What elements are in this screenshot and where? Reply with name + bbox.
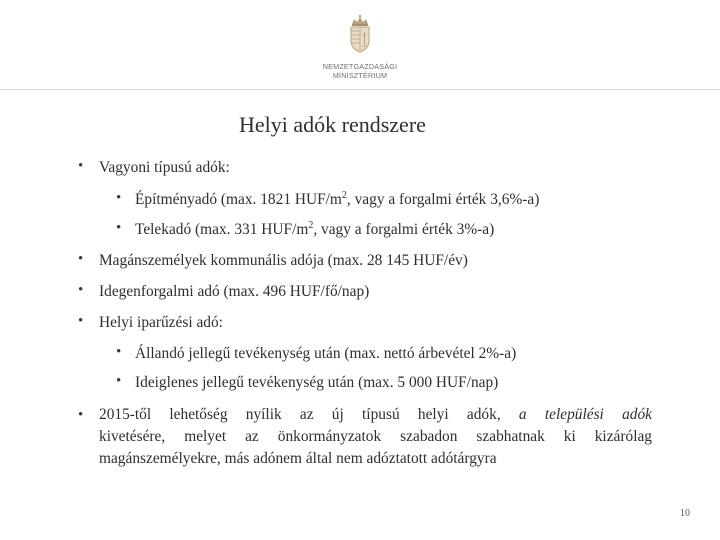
- bullet-allando-jellegu: Állandó jellegű tevékenység után (max. nettó árbevétel 2%-a): [135, 345, 517, 362]
- bullet-idegenforgalmi-ado: Idegenforgalmi adó (max. 496 HUF/fő/nap): [99, 283, 370, 300]
- paragraph-line-1-italic: a települési adók: [518, 406, 652, 423]
- paragraph-line-2: kivetésére, melyet az önkormányzatok szabadon szabhatnak ki kizárólag: [99, 428, 652, 445]
- bullet-kommunalis-ado: Magánszemélyek kommunális adója (max. 28 145 HUF/év): [99, 252, 468, 269]
- bullet-dot: •: [116, 190, 122, 206]
- bullet-epitmenyado-text: Építményadó (max. 1821 HUF/m: [135, 191, 342, 208]
- ministry-name-line1: NEMZETGAZDASÁGI: [322, 62, 398, 71]
- bullet-telepulesi-adok: [99, 404, 652, 470]
- bullet-ideiglenes-jellegu: Ideiglenes jellegű tevékenység után (max. 5 000 HUF/nap): [135, 374, 499, 391]
- bullet-epitmenyado-text-end: , vagy a forgalmi érték 3,6%-a): [346, 191, 540, 208]
- coat-of-arms-icon: [347, 14, 373, 54]
- bullet-iparuzesi-ado: Helyi iparűzési adó:: [99, 314, 223, 331]
- bullet-telekado-text-end: , vagy a forgalmi érték 3%-a): [313, 221, 495, 238]
- bullet-epitmenyado: [135, 190, 539, 210]
- superscript: 2: [341, 190, 347, 201]
- bullet-dot: •: [78, 158, 84, 174]
- bullet-telekado: [135, 220, 494, 240]
- paragraph-line-3: magánszemélyekre, más adónem által nem adóztatott adótárgyra: [99, 450, 497, 467]
- paragraph-line-1-text: 2015-től lehetőség nyílik az új típusú helyi adók,: [99, 406, 519, 423]
- bullet-vagyoni: Vagyoni típusú adók:: [99, 159, 230, 176]
- page-number: 10: [680, 508, 690, 519]
- header-divider: [0, 89, 720, 90]
- bullet-dot: •: [116, 220, 122, 236]
- bullet-dot: •: [116, 344, 122, 360]
- ministry-name-line2: MINISZTÉRIUM: [332, 71, 388, 80]
- ministry-name: [315, 62, 405, 80]
- superscript: 2: [308, 220, 314, 231]
- bullet-telekado-text: Telekadó (max. 331 HUF/m: [135, 221, 309, 238]
- ministry-logo: [315, 14, 405, 82]
- bullet-dot: •: [78, 313, 84, 329]
- slide-title: Helyi adók rendszere: [239, 112, 426, 137]
- bullet-dot: •: [78, 282, 84, 298]
- bullet-dot: •: [116, 373, 122, 389]
- bullet-dot: •: [78, 251, 84, 267]
- bullet-dot: •: [78, 407, 84, 423]
- paragraph-line-1: [99, 404, 652, 426]
